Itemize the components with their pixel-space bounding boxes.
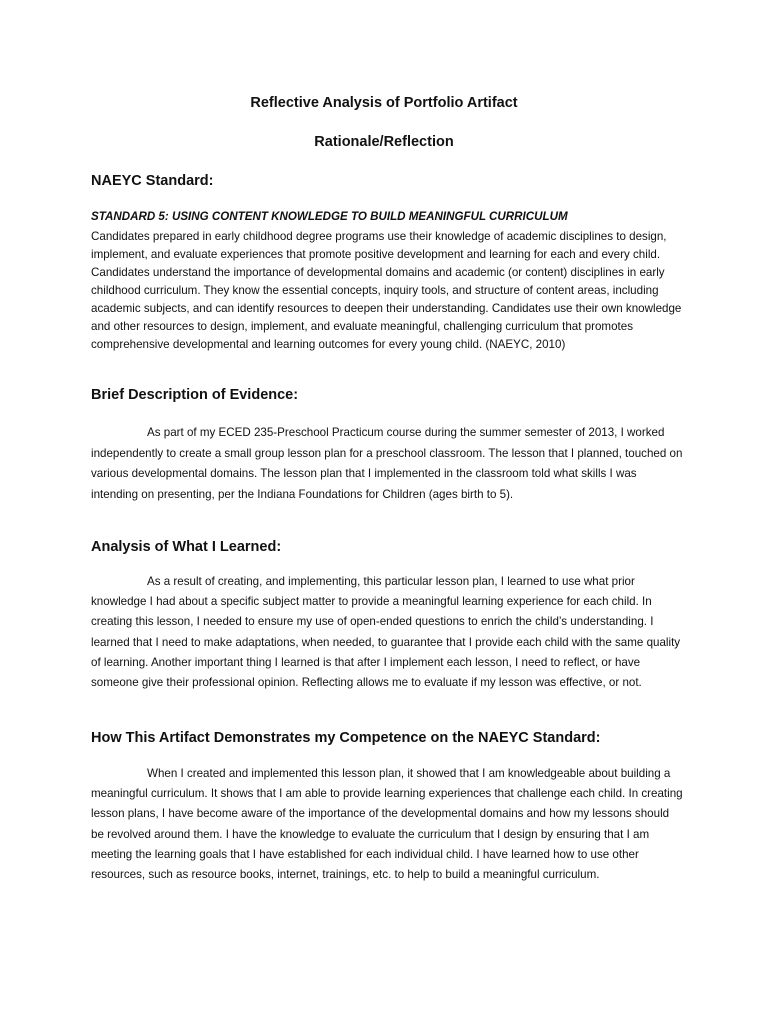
naeyc-standard-heading: NAEYC Standard: bbox=[91, 173, 214, 189]
competence-paragraph: When I created and implemented this lesson plan, it showed that I am knowledgeable about building a meaningful curriculum. It shows that I am able to provide learning experiences that challenge each child. In creating lesson plans, I have become aware of the importance of the developmental domains and how my lessons should be revolved around them. I have the knowledge to evaluate the curriculum that I design by ensuring that I am meeting the learning goals that I have established for each individual child. I have learned how to use other resources, such as resource books, internet, trainings, etc. to help to build a meaningful curriculum. bbox=[91, 767, 683, 882]
evidence-paragraph: As part of my ECED 235-Preschool Practicum course during the summer semester of 2013, I worked independently to create a small group lesson plan for a preschool classroom. The lesson that I planned, touched on various developmental domains. The lesson plan that I implemented in the classroom told what skills I was intending on presenting, per the Indiana Foundations for Children (ages birth to 5). bbox=[91, 426, 683, 501]
analysis-paragraph: As a result of creating, and implementing, this particular lesson plan, I learned to use what prior knowledge I had about a specific subject matter to provide a meaningful learning experience for each child. In creating this lesson, I needed to ensure my use of open-ended questions to enrich the child’s understanding. I learned that I need to make adaptations, when needed, to guarantee that I provide each child with the same quality of learning. Another important thing I learned is that after I implement each lesson, I need to reflect, or have someone give their professional opinion. Reflecting allows me to evaluate if my lesson was effective, or not. bbox=[91, 575, 681, 690]
document-title: Reflective Analysis of Portfolio Artifact bbox=[250, 95, 518, 111]
competence-heading: How This Artifact Demonstrates my Competence on the NAEYC Standard: bbox=[91, 730, 601, 746]
evidence-heading: Brief Description of Evidence: bbox=[91, 387, 299, 403]
analysis-heading: Analysis of What I Learned: bbox=[91, 539, 282, 555]
standard-text: Candidates prepared in early childhood degree programs use their knowledge of academic disciplines to design, implement, and evaluate experiences that promote positive development and learning for each and every child. Candidates understand the importance of developmental domains and academic (or content) disciplines in early childhood curriculum. They know the essential concepts, inquiry tools, and structure of content areas, including academic subjects, and can identify resources to deepen their understanding. Candidates use their own knowledge and other resources to design, implement, and evaluate meaningful, challenging curriculum that promotes comprehensive developmental and learning outcomes for every young child. (NAEYC, 2010) bbox=[91, 230, 682, 351]
document-subtitle: Rationale/Reflection bbox=[314, 134, 454, 150]
standard-title: STANDARD 5: USING CONTENT KNOWLEDGE TO BUILD MEANINGFUL CURRICULUM bbox=[91, 210, 568, 223]
